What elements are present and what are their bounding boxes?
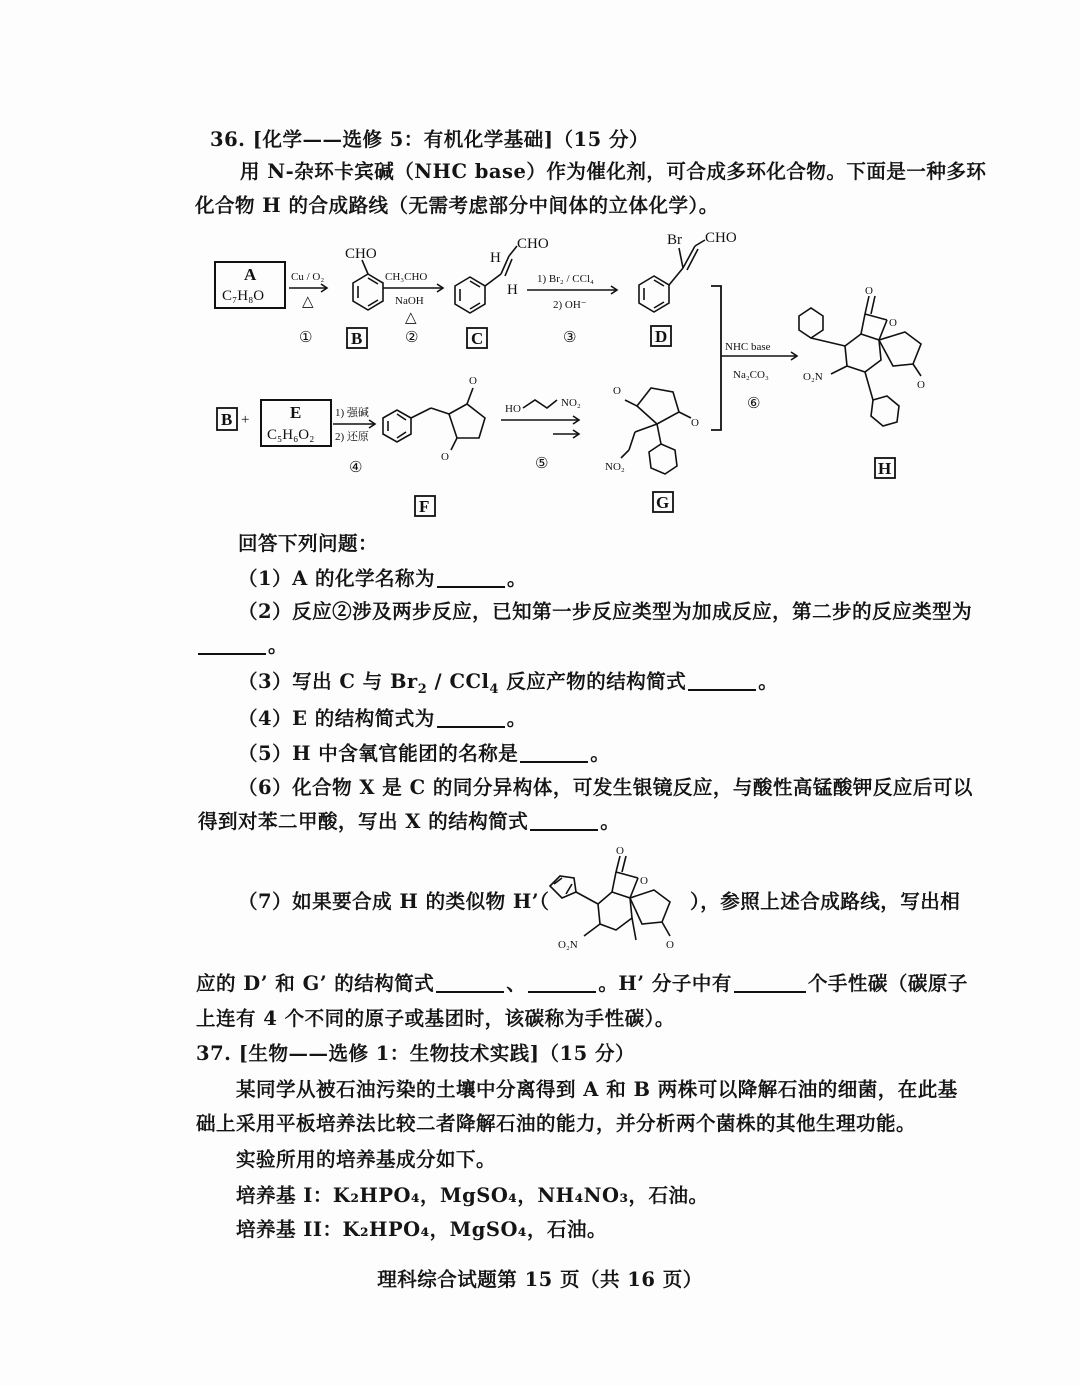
compound-F-label: F	[419, 497, 430, 516]
q37-line2: 础上采用平板培养法比较二者降解石油的能力，并分析两个菌株的其他生理功能。	[196, 1112, 917, 1135]
q36-part7-line2: 应的 D’ 和 G’ 的结构简式 、 。H’ 分子中有 个手性碳（碳原子	[196, 972, 968, 995]
svg-text:CH₃CHO: CH₃CHO	[385, 271, 428, 283]
svg-text:1) 强碱: 1) 强碱	[335, 407, 369, 419]
step5-number: ⑤	[535, 454, 549, 472]
svg-text:O: O	[917, 379, 925, 391]
svg-text:CHO: CHO	[517, 236, 549, 252]
svg-text:O₂N: O₂N	[558, 939, 578, 951]
synthesis-scheme	[205, 228, 940, 528]
q36-part5: （5）H 中含氧官能团的名称是 。	[238, 742, 611, 765]
compound-H-structure	[799, 285, 925, 478]
q36-heading: 36. [化学——选修 5：有机化学基础]（15 分）	[210, 128, 649, 151]
compound-F-structure	[383, 375, 485, 516]
compound-A-formula: C₇H₈O	[222, 288, 265, 304]
answer-blank[interactable]	[520, 761, 588, 763]
q36-part7-line3: 上连有 4 个不同的原子或基团时，该碳称为手性碳）。	[196, 1007, 675, 1030]
compound-G-structure	[605, 385, 699, 512]
answer-blank[interactable]	[437, 586, 505, 588]
row2-B-box	[217, 408, 249, 430]
q36-intro-line1: 用 N-杂环卡宾碱（NHC base）作为催化剂，可合成多环化合物。下面是一种多环	[240, 160, 987, 183]
q36-part6-line1: （6）化合物 X 是 C 的同分异构体，可发生银镜反应，与酸性高锰酸钾反应后可以	[238, 776, 973, 799]
q36-part2-line2: 。	[198, 632, 288, 660]
svg-text:O: O	[889, 317, 897, 329]
svg-text:NO₂: NO₂	[561, 397, 581, 409]
svg-text:O₂N: O₂N	[803, 371, 823, 383]
q37-medium-1: 培养基 I：K₂HPO₄，MgSO₄，NH₄NO₃，石油。	[236, 1184, 709, 1207]
answer-lead: 回答下列问题：	[238, 532, 379, 555]
svg-text:CHO: CHO	[705, 230, 737, 246]
q36-part7-text-right: ），参照上述合成路线，写出相	[690, 890, 961, 913]
step1-number: ①	[299, 328, 313, 346]
svg-text:O: O	[613, 385, 621, 397]
q36-part7-text-left: （7）如果要合成 H 的类似物 H’（	[238, 890, 550, 913]
step1-arrow	[289, 271, 327, 346]
step2-number: ②	[405, 328, 419, 346]
answer-blank[interactable]	[688, 689, 756, 691]
svg-text:Br: Br	[667, 232, 682, 248]
svg-text:2) OH⁻: 2) OH⁻	[553, 299, 587, 311]
svg-text:+: +	[241, 412, 250, 428]
step3-number: ③	[563, 328, 577, 346]
svg-text:O: O	[441, 451, 449, 463]
compound-A-label: A	[244, 265, 257, 284]
answer-blank[interactable]	[436, 991, 504, 993]
step6-number: ⑥	[747, 394, 761, 412]
compound-D-structure	[639, 230, 737, 346]
compound-D-label: D	[655, 327, 668, 346]
compound-B-structure	[345, 246, 383, 348]
svg-text:H: H	[507, 282, 518, 298]
q36-part6-line2: 得到对苯二甲酸，写出 X 的结构简式 。	[198, 810, 621, 833]
compound-Hprime-structure	[540, 842, 690, 982]
svg-text:△: △	[405, 310, 417, 326]
compound-E-label: E	[290, 403, 302, 422]
svg-text:NHC base: NHC base	[725, 341, 771, 353]
svg-text:NaOH: NaOH	[395, 295, 424, 307]
svg-text:O: O	[640, 875, 648, 887]
svg-text:O: O	[469, 375, 477, 387]
answer-blank[interactable]	[734, 991, 806, 993]
svg-text:Na₂CO₃: Na₂CO₃	[733, 369, 769, 381]
svg-text:O: O	[691, 417, 699, 429]
compound-H-label: H	[878, 459, 892, 478]
step2-arrow	[383, 271, 443, 346]
svg-text:△: △	[302, 294, 314, 310]
step5-arrow	[501, 397, 581, 472]
svg-text:Cu / O₂: Cu / O₂	[291, 271, 325, 283]
compound-B-label: B	[351, 329, 363, 348]
svg-text:B: B	[221, 410, 233, 429]
svg-text:NO₂: NO₂	[605, 461, 625, 473]
svg-text:HO: HO	[505, 403, 521, 415]
q37-line1: 某同学从被石油污染的土壤中分离得到 A 和 B 两株可以降解石油的细菌，在此基	[236, 1078, 958, 1101]
q36-part2-line1: （2）反应②涉及两步反应，已知第一步反应类型为加成反应，第二步的反应类型为	[238, 600, 973, 623]
svg-text:H: H	[490, 250, 501, 266]
compound-C-label: C	[471, 329, 484, 348]
q37-heading: 37. [生物——选修 1：生物技术实践]（15 分）	[196, 1042, 635, 1065]
answer-blank[interactable]	[437, 726, 505, 728]
compound-A-box	[215, 262, 285, 308]
step4-arrow	[333, 405, 375, 476]
answer-blank[interactable]	[198, 653, 266, 655]
compound-E-box	[261, 400, 331, 446]
svg-text:O: O	[616, 845, 624, 857]
q37-medium-2: 培养基 II：K₂HPO₄，MgSO₄，石油。	[236, 1218, 607, 1241]
compound-E-formula: C₅H₆O₂	[267, 427, 315, 443]
compound-G-label: G	[656, 493, 670, 512]
svg-text:2) 还原: 2) 还原	[335, 431, 369, 443]
svg-text:O: O	[666, 939, 674, 951]
q36-intro-line2: 化合物 H 的合成路线（无需考虑部分中间体的立体化学）。	[195, 194, 719, 217]
answer-blank[interactable]	[528, 991, 596, 993]
svg-text:CHO: CHO	[345, 246, 377, 262]
svg-text:1) Br₂ / CCl₄: 1) Br₂ / CCl₄	[537, 273, 594, 285]
step6-arrow	[721, 341, 797, 412]
q37-line3: 实验所用的培养基成分如下。	[236, 1148, 497, 1171]
step3-arrow	[527, 273, 617, 346]
answer-blank[interactable]	[530, 829, 598, 831]
q36-part4: （4）E 的结构简式为 。	[238, 707, 527, 730]
svg-text:O: O	[865, 285, 873, 297]
page-footer: 理科综合试题第 15 页（共 16 页）	[377, 1268, 703, 1291]
q36-part1: （1）A 的化学名称为 。	[238, 567, 528, 590]
compound-C-structure	[455, 236, 549, 348]
step4-number: ④	[349, 458, 363, 476]
q36-part3: （3）写出 C 与 $Br_2 / CCl_4$ 反应产物的结构简式 。	[238, 670, 779, 697]
